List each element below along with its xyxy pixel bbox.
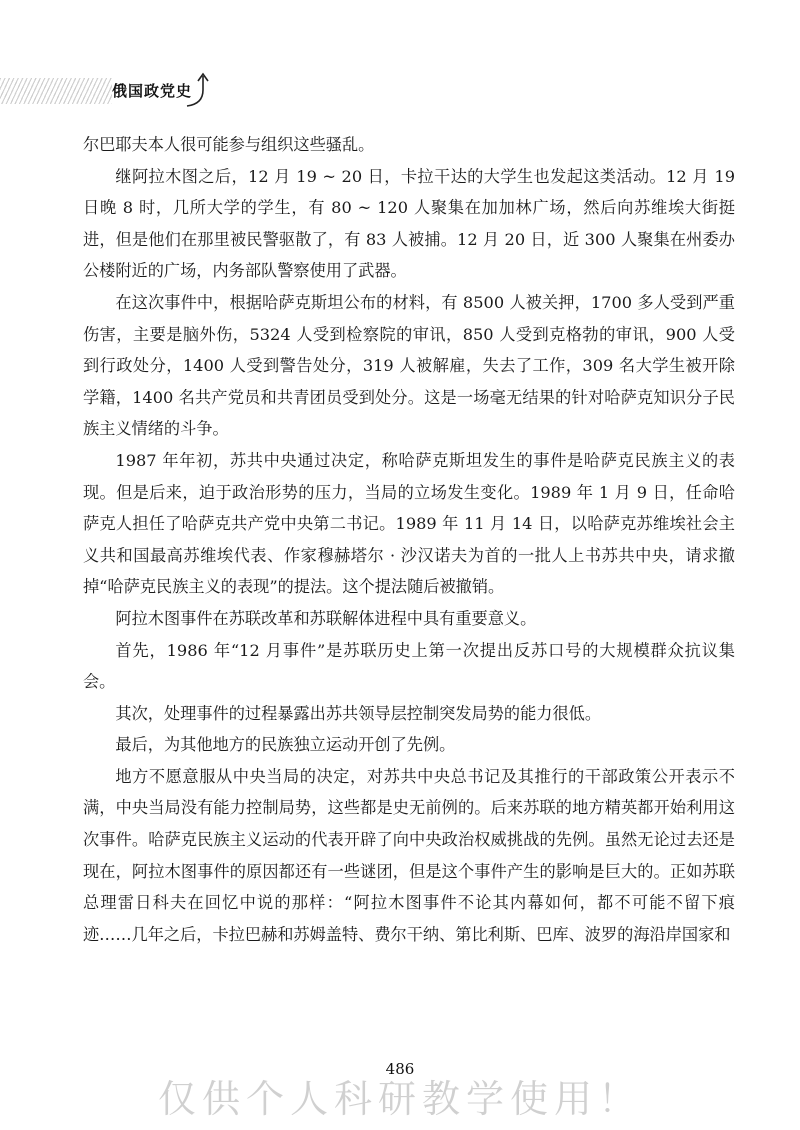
running-header-title: 俄国政党史 xyxy=(112,82,193,100)
paragraph: 其次，处理事件的过程暴露出苏共领导层控制突发局势的能力很低。 xyxy=(115,703,602,723)
paragraph: 地方不愿意服从中央当局的决定，对苏共中央总书记及其推行的干部政策公开表示不满，中央当局没有能力控制局势，这些都是史无前例的。后来苏联的地方精英都开始利用这次事件。哈萨克民族主义运动的代表开辟了向中央政治权威挑战的先例。虽然无论过去还是现在，阿拉木图事件的原因都还有一些谜团，但是这个事件产生的影响是巨大的。正如苏联总理雷日科夫在回忆中说的那样：“阿拉木图事件不论其内幕如何，都不可能不留下痕迹……几年之后，卡拉巴赫和苏姆盖特、费尔干纳、第比利斯、巴库、波罗的海沿岸国家和 xyxy=(83,766,735,944)
paragraph: 阿拉木图事件在苏联改革和苏联解体进程中具有重要意义。 xyxy=(115,608,537,628)
page-number: 486 xyxy=(385,1060,415,1078)
paragraph: 继阿拉木图之后，12 月 19 ~ 20 日，卡拉干达的大学生也发起这类活动。12 月 19 日晚 8 时，几所大学的学生，有 80 ~ 120 人聚集在加加林广场，然后向苏维埃大街挺进，但是他们在那里被民警驱散了，有 83 人被捕。12 月 20 日，近 300 人聚集在州委办公楼附近的广场，内务部队警察使用了武器。 xyxy=(83,166,735,281)
header-arrow-icon xyxy=(183,70,223,108)
paragraph: 1987 年年初，苏共中央通过决定，称哈萨克斯坦发生的事件是哈萨克民族主义的表现。但是后来，迫于政治形势的压力，当局的立场发生变化。1989 年 1 月 9 日，任命哈萨克人担任了哈萨克共产党中央第二书记。1989 年 11 月 14 日，以哈萨克苏维埃社会主义共和国最高苏维埃代表、作家穆赫塔尔 · 沙汉诺夫为首的一批人上书苏共中央，请求撤掉“哈萨克民族主义的表现”的提法。这个提法随后被撤销。 xyxy=(83,450,735,597)
paragraph: 尔巴耶夫本人很可能参与组织这些骚乱。 xyxy=(83,135,375,154)
paragraph: 在这次事件中，根据哈萨克斯坦公布的材料，有 8500 人被关押，1700 多人受到严重伤害，主要是脑外伤，5324 人受到检察院的审讯，850 人受到克格勃的审讯，900 人受到行政处分，1400 人受到警告处分，319 人被解雇，失去了工作，309 名大学生被开除学籍，1400 名共产党员和共青团员受到处分。这是一场毫无结果的针对哈萨克知识分子民族主义情绪的斗争。 xyxy=(83,292,735,439)
header-stripe-band xyxy=(0,78,112,104)
watermark-text: 仅供个人科研教学使用！ xyxy=(157,1077,642,1121)
paragraph: 首先，1986 年“12 月事件”是苏联历史上第一次提出反苏口号的大规模群众抗议集会。 xyxy=(83,640,735,692)
paragraph: 最后，为其他地方的民族独立运动开创了先例。 xyxy=(115,735,456,755)
body-text xyxy=(83,129,735,950)
